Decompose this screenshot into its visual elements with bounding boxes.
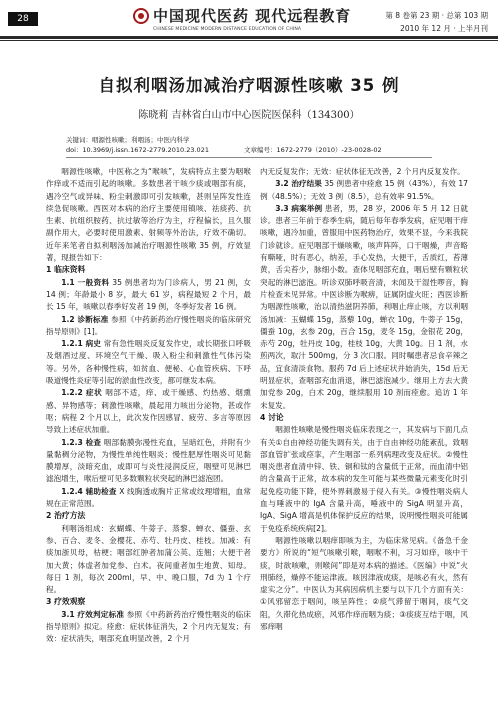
paragraph-text: 35 例患者中痊愈 15 例（43%），有效 17 例（48.5%）；无效 3 例（8.5），总有效率 91.5%。 [260,179,468,201]
paragraph [46,277,251,314]
paragraph-text: 参照《中药新药治疗慢性咽炎的临床研究指导原则》[1]。 [46,314,251,336]
journal-header [0,0,498,52]
paragraph [260,424,468,535]
section-heading: 4 讨论 [260,412,284,422]
paragraph [46,338,251,387]
section-heading: 2 治疗方法 [46,511,86,521]
journal-english-title: CHINESE MEDICINE MODERN DISTANCE EDUCATION OF CHINA [153,27,302,32]
section-heading: 3 疗效观察 [46,597,86,607]
paragraph [46,314,251,339]
journal-logo-icon [133,8,149,24]
paragraph-lead: 3.1 疗效判定标准 [61,609,125,619]
paragraph [46,437,251,486]
paragraph-lead: 1.2.2 症状 [61,388,103,398]
paragraph-lead: 1.2 诊断标准 [61,314,109,324]
issue-info: 第 8 卷第 23 期 · 总第 103 期 [385,11,488,20]
paragraph-text: 咽源性咳嗽，中医称之为“喉咳”，发病特点主要为咽喉作痒或不适而引起的咳嗽。多数患者干咳少痰或咽部有痰，遇冷空气或异味、粉尘刺激即可引发咳嗽，甚则呈阵发性连续急促咳嗽。西医对本病的治疗主要使用镇咳、祛痰药、抗生素、抗组织胺药、抗过敏等治疗为主，疗程偏长，且久服副作用大，必要时使用激素、射频等外治法，疗效不确切。近年来笔者自拟利咽汤加减治疗咽源性咳嗽 35 例，疗效显著，现报告如下： [46,167,251,263]
paragraph-text: X 线胸透或胸片正常或纹理增粗，血常规在正常范围。 [46,486,251,509]
paragraph-text: 参照《中药新药治疗慢性咽炎的临床指导原则》拟定。痊愈：症状体征消失，2 个月内无复发；有效：症状消失，咽部充血明显改善，2 个月 [46,609,251,644]
left-column [46,166,251,646]
paragraph-lead: 1.1 一般资料 [61,277,110,287]
paragraph [260,178,468,203]
paragraph-lead: 1.2.4 辅助检查 [61,486,117,496]
paragraph-text: 咽部黏膜弥漫性充血，呈暗红色，并附有少量黏稠分泌物，为慢性单纯性咽炎；慢性肥厚性咽炎可见黏膜增厚，淡暗充血，或即可与炎性浸润反应，咽壁可见淋巴滤泡增生，喉后壁可见多数颗粒状突起的淋巴滤泡团。 [46,437,251,484]
paragraph-lead: 1.2.3 检查 [61,437,102,447]
paragraph [46,523,251,597]
author-line: 陈晓莉 吉林省白山市中心医院医保科（134300） [138,110,360,121]
article-id: 文章编号：1672-2779（2010）-23-0028-02 [244,146,382,154]
header-rule-thin [0,40,498,41]
doi-line [66,145,382,154]
article-title: 自拟利咽汤加减治疗咽源性咳嗽 35 例 [98,76,400,95]
paragraph [260,203,468,412]
paragraph-lead: 1.2.1 病史 [61,339,102,349]
paragraph [260,535,468,633]
paragraph [46,609,251,646]
paragraph-text: 患者，男，28 岁，2006 年 5 月 12 日就诊。患者三年前于春季生病，随后每年春季发病，症见咽干痒咳嗽，遇冷加重，曾服用中医药物治疗，效果不显，今来我院门诊就诊。症见咽部干燥咳嗽，咳声阵阵，口干咽燥，声音略有嘶哑，时有恶心，纳差，手心发热，大便干，舌质红，苔薄黄，舌尖苔少，脉细小数。查体见咽部充血，咽后壁有颗粒状突起的淋巴滤泡。听诊双肺呼吸音清，未闻及干湿性啰音，胸片检查未见异常。中医诊断为喉痹，证属阴虚火旺；西医诊断为咽源性咳嗽，治以清热滋阴养肺，利咽止痒止咳，方以利咽汤加减：玉蝴蝶 15g，蒸藜 10g，蝉衣 10g，牛蒡子 15g，僵蚕 10g，玄参 20g，百合 15g，麦冬 15g，金银花 20g，赤芍 20g，牡丹皮 10g，桂枝 10g，大黄 10g。日 1 剂，水煎两次，取汁 500mg，分 3 次口服。同时嘱患者忌食辛辣之品，宜食清淡食物。服药 7d 后上述症状并始消失，15d 后无明显症状，查咽部充血消退，淋巴滤泡减少。继用上方去大黄加党参 20g，白术 20g，继续服用 10 剂而痊愈。追访 1 年未复发。 [260,203,468,410]
paragraph-lead: 3.3 病案举例 [275,203,323,213]
keywords: 关键词：咽源性咳嗽；利咽汤；中医内科学 [66,136,190,144]
paragraph [260,166,468,178]
paragraph [46,387,251,436]
paragraph [46,166,251,264]
header-rule [0,36,498,39]
paragraph [46,486,251,511]
paragraph-text: 35 例患者均为门诊病人，男 21 例，女 14 例；年龄最小 8 岁，最大 61 岁，病程最短 2 个月，最长 15 年，咳嗽以春季好发者 19 例，冬季好发者 16 例。 [46,277,251,312]
paragraph-text: 咽源性咳嗽是慢性咽炎临床表现之一，其发病与下面几点有关①自由神经功能失调有关，由于自由神经功能紊乱，致咽部血管扩张或痉挛，产生咽部一系列病理改变及症状。②慢性咽炎患者血清中锌、铁、铜和钛的含量低于正常，而血清中铝的含量高于正常，故本病的发生可能与某些微量元素变化时引起免疫功能下降，使外界刺激易于侵入有关。③慢性咽炎病人血与唾液中的 IgA 含量升高，唾液中的 SigA 明显升高，IgA、SigA 增高是机体保护反应的结果，说明慢性咽炎可能属于免疫系统疾病[2]。 [260,425,468,533]
paragraph-text: 咽部不适，痒、或干燥感、灼热感、烟熏感、异物感等；刺激性咳嗽，晨起用力咳出分泌物，甚或作呕；病程 2 个月以上，此次发作因感冒、疲劳、多言等原因导致上述症状加重。 [46,388,251,435]
paragraph-text: 内无反复发作；无效：症状体征无改善，2 个月内反复发作。 [260,167,465,176]
paragraph-text: 常有急性咽炎反复发作史，或长期张口呼吸及烟酒过度、环境空气干燥、吸入粉尘和刺激性气体污染等。另外，各种慢性病，如贫血、便秘、心血管疾病、下呼吸道慢性炎症等引起的淤血性改变，都可继发本病。 [46,339,251,386]
journal-title-main: 中国现代医药 [153,7,250,25]
paragraph-lead: 3.2 治疗结果 [275,179,322,189]
paragraph-text: 咽源性咳嗽以咽痒即咳为主，为临床常见病。《备急千金要方》所说的“短气咳嗽引喉，咽喉不利，习习如痒，咳中干痰，时欲咳嗽，则喉间”即是对本病的描述。《医编》中说“火刑肺经，燥停不能运津液。咳因津液成痰，是咳必有火，然有虚实之分”。中医认为其病因病机主要与以下几个方面有关：①风邪留恋于咽间，咳呈阵性；②痰气滞留于咽间，痰气交阻，久滞化热成瘀，风邪作痒而咽为痰；③痰痰互结于咽，风邪痒咽 [260,535,468,631]
section-heading: 1 临床资料 [46,265,86,275]
paragraph-text: 利咽汤组成：玄蝴蝶、牛蒡子、蒸黎、蝉衣、僵蚕、玄参、百合、麦冬、金樱花、赤芍、牡丹皮、桂枝。加减：有痰加浙贝母，枯梗；咽部红肿者加蒲公英、连翘；大便干者加大黄；体虚者加党参、白术。夜间重者加生地黄、知母。每日 1 剂，每次 200ml，早、中、晚口服，7d 为 1 个疗程。 [46,523,251,595]
doi: doi：10.3969/j.issn.1672-2779.2010.23.021 [66,146,209,154]
journal-title [153,5,351,26]
issue-date: 2010 年 12 月 · 上半月刊 [400,24,488,33]
right-column [260,166,468,633]
page-number: 28 [8,12,38,26]
meta-divider [66,157,432,158]
journal-title-suffix: 现代远程教育 [255,7,352,25]
